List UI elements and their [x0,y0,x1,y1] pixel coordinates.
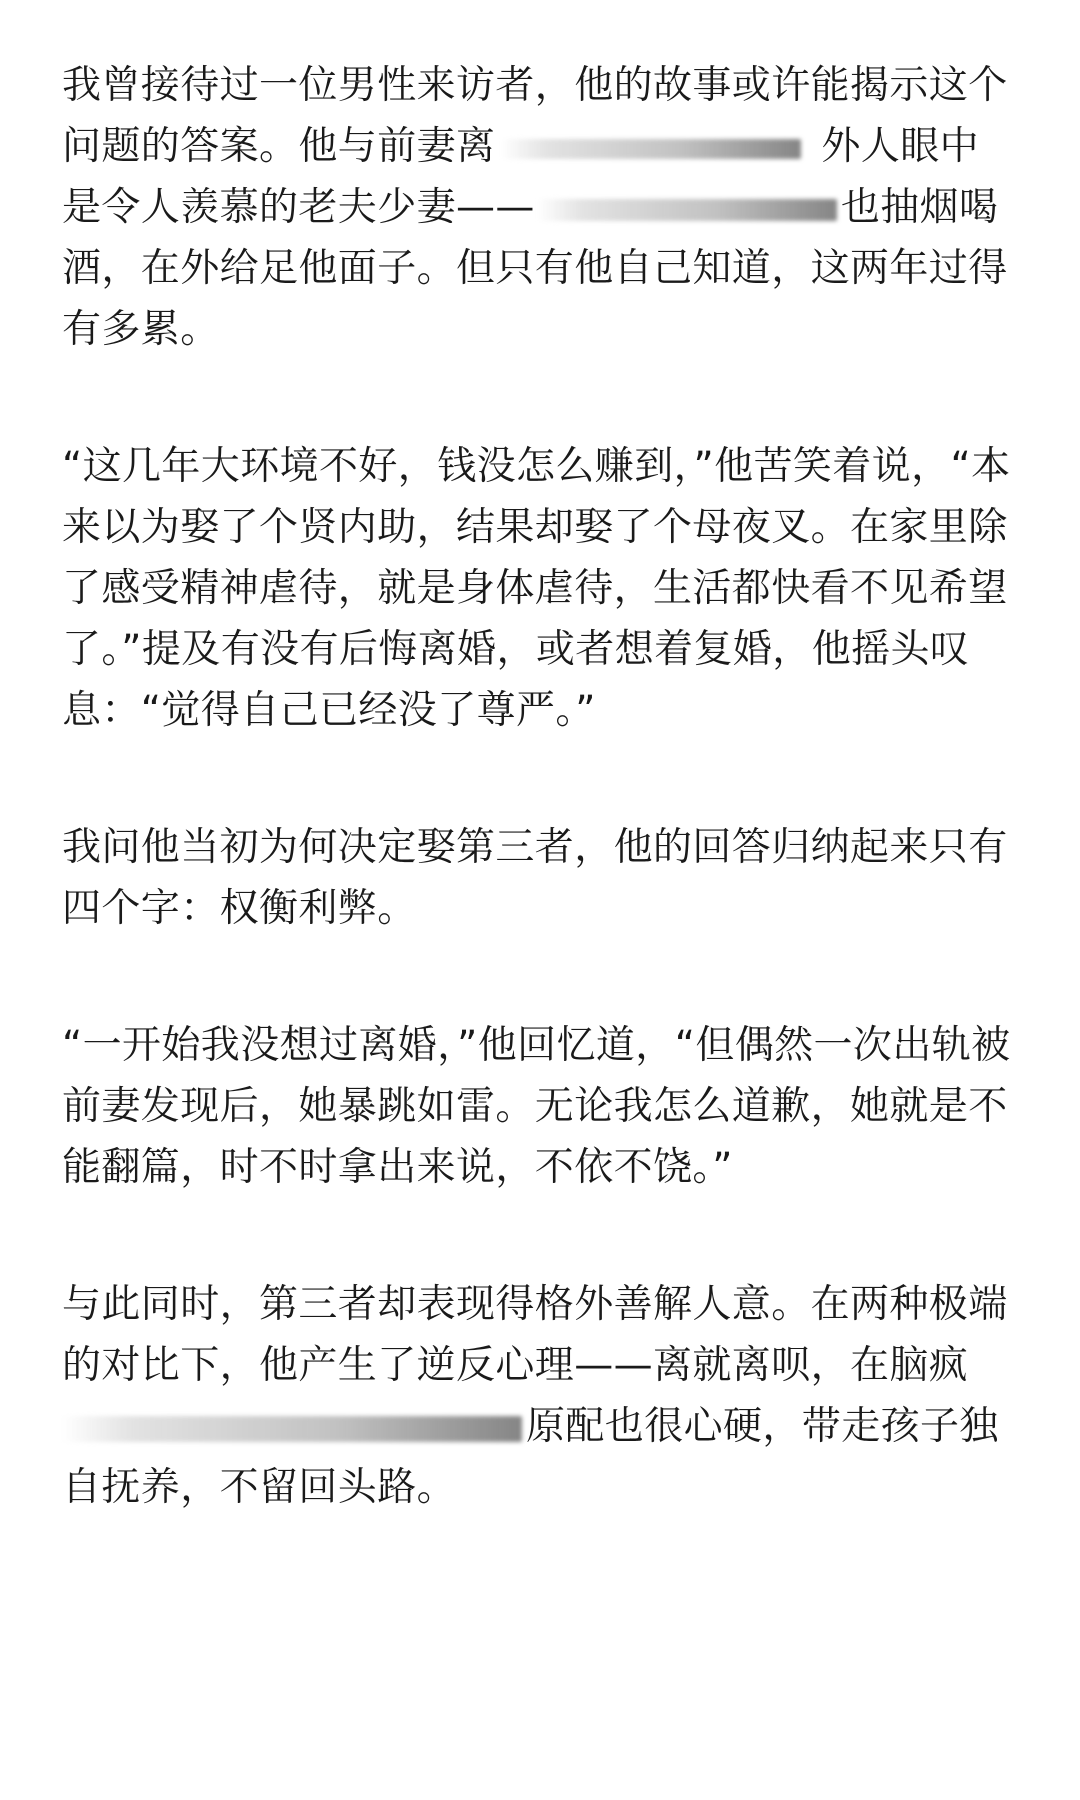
redaction-blur-2 [537,199,837,221]
paragraph-story-text-a: 我曾接待过一位男性来访者，他的故事或许能揭示这个问题的答案。他与前妻离 [62,63,1008,169]
paragraph-contrast [62,1274,1018,1518]
paragraph-question: 我问他当初为何决定娶第三者，他的回答归纳起来只有四个字：权衡利弊。 [62,825,1008,931]
paragraph-story-text-c: 也抽烟喝酒，在外给足他面子。但只有他自己知道，这两年过得有多累。 [62,185,1008,352]
paragraph-contrast-text-b: 原配也很心硬，带走孩子独自抚养，不留回头路。 [62,1404,999,1510]
redaction-blur-3 [62,1416,522,1442]
paragraph-story [62,55,1018,360]
article-body [62,55,1018,1518]
paragraph-quote-affair: “一开始我没想过离婚，”他回忆道，“但偶然一次出轨被前妻发现后，她暴跳如雷。无论我怎么道歉，她就是不能翻篇，时不时拿出来说，不依不饶。” [62,1023,1011,1190]
paragraph-quote-marriage: “这几年大环境不好，钱没怎么赚到，”他苦笑着说，“本来以为娶了个贤内助，结果却娶了个母夜叉。在家里除了感受精神虐待，就是身体虐待，生活都快看不见希望了。”提及有没有后悔离婚，或者想着复婚，他摇头叹息：“觉得自己已经没了尊严。” [62,444,1011,733]
paragraph-story-text-b: 外人眼中是令人羡慕的老夫少妻—— [62,124,980,230]
redaction-blur-1 [501,139,801,159]
paragraph-contrast-text-a: 与此同时，第三者却表现得格外善解人意。在两种极端的对比下，他产生了逆反心理——离就离呗，在脑疯 [62,1282,1008,1388]
